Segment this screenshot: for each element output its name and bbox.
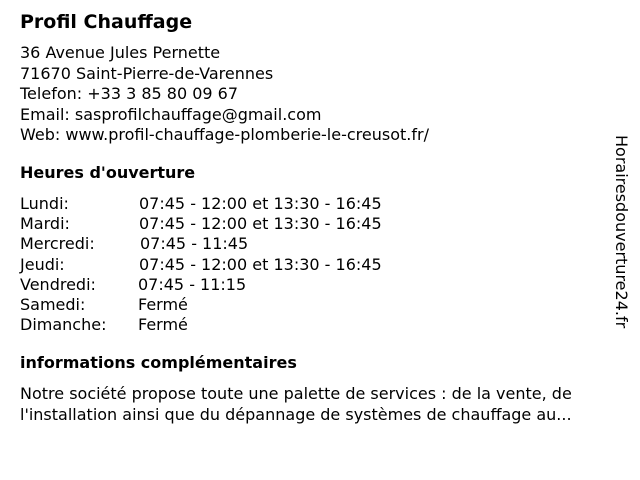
day-label: Mardi: <box>20 214 70 234</box>
description-line-1: Notre société propose toute une palette de services : de la vente, de <box>20 384 572 403</box>
day-hours: 07:45 - 11:45 <box>140 234 249 254</box>
day-label: Dimanche: <box>20 315 107 335</box>
watermark-text: Horairesdouverture24.fr <box>612 135 631 329</box>
day-hours: Fermé <box>138 294 188 314</box>
website-address: Web: www.profil-chauffage-plomberie-le-creusot.fr/ <box>20 125 429 144</box>
day-label: Jeudi: <box>20 254 65 274</box>
contact-block <box>20 43 429 146</box>
day-label: Mercredi: <box>20 234 95 254</box>
day-hours: 07:45 - 11:15 <box>138 274 247 294</box>
day-hours: 07:45 - 12:00 et 13:30 - 16:45 <box>139 214 382 234</box>
day-label: Lundi: <box>20 194 69 213</box>
day-label: Vendredi: <box>20 274 96 294</box>
additional-info-text <box>20 384 625 425</box>
site-watermark <box>612 135 632 345</box>
email-address: Email: sasprofilchauffage@gmail.com <box>20 104 322 124</box>
phone-number: Telefon: +33 3 85 80 09 67 <box>20 84 239 103</box>
address-city: 71670 Saint-Pierre-de-Varennes <box>20 63 274 83</box>
day-hours: 07:45 - 12:00 et 13:30 - 16:45 <box>139 254 382 274</box>
business-name: Profil Chauffage <box>20 11 193 33</box>
day-hours: Fermé <box>138 315 188 335</box>
description-line-2: l'installation ainsi que du dépannage de systèmes de chauffage au... <box>20 404 572 424</box>
additional-info-heading: informations complémentaires <box>20 353 297 372</box>
day-hours: 07:45 - 12:00 et 13:30 - 16:45 <box>139 194 382 213</box>
day-label: Samedi: <box>20 294 86 314</box>
opening-hours-heading: Heures d'ouverture <box>20 163 196 182</box>
address-street: 36 Avenue Jules Pernette <box>20 43 221 62</box>
